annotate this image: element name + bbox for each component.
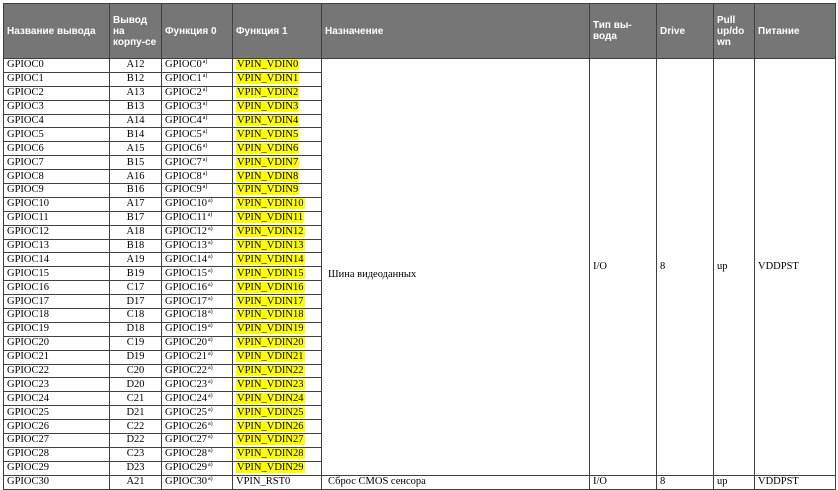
package-pin-cell: A17 [110, 197, 162, 211]
function-0-text: GPIOC25 [165, 406, 208, 418]
function-1-cell [233, 100, 322, 114]
package-pin-cell: B16 [110, 184, 162, 198]
pin-name-cell: GPIOC23 [4, 378, 110, 392]
function-0-text: GPIOC17 [165, 295, 208, 307]
package-pin-cell: A13 [110, 86, 162, 100]
purpose-cell: Шина видеоданных [322, 59, 590, 476]
function-0-text: GPIOC13 [165, 240, 208, 252]
package-pin-cell: D19 [110, 350, 162, 364]
pin-name-cell: GPIOC22 [4, 364, 110, 378]
function-0-text: GPIOC29 [165, 462, 208, 474]
header-pin-name: Название вывода [4, 4, 110, 59]
function-1-text: VPIN_VDIN0 [237, 59, 299, 71]
header-purpose: Назначение [322, 4, 590, 59]
function-0-text: GPIOC16 [165, 281, 208, 293]
function-1-text: VPIN_VDIN28 [237, 448, 304, 460]
function-1-cell [233, 364, 322, 378]
footnote-mark: a) [202, 156, 208, 163]
function-0-cell [162, 420, 233, 434]
function-0-text: GPIOC20 [165, 337, 208, 349]
pin-type-cell: I/O [590, 59, 657, 476]
package-pin-cell: D17 [110, 295, 162, 309]
pin-name-cell: GPIOC2 [4, 86, 110, 100]
function-0-text: GPIOC27 [165, 434, 208, 446]
function-0-text: GPIOC7 [165, 156, 202, 168]
footnote-mark: a) [208, 295, 213, 302]
function-0-text: GPIOC21 [165, 351, 208, 363]
function-1-text: VPIN_VDIN7 [237, 156, 299, 168]
function-1-text: VPIN_VDIN3 [237, 101, 299, 113]
footnote-mark: a) [202, 128, 208, 135]
function-0-text: GPIOC15 [165, 267, 208, 279]
function-1-text: VPIN_VDIN10 [237, 198, 304, 210]
function-1-text: VPIN_VDIN8 [237, 170, 299, 182]
function-0-text: GPIOC2 [165, 87, 202, 99]
footnote-mark: a) [208, 434, 213, 441]
footnote-mark: a) [207, 212, 213, 219]
footnote-mark: a) [202, 87, 208, 94]
function-0-text: GPIOC1 [165, 73, 202, 85]
function-0-cell [162, 184, 233, 198]
package-pin-cell: A12 [110, 59, 162, 73]
package-pin-cell: C23 [110, 447, 162, 461]
function-1-cell [233, 86, 322, 100]
footnote-mark: a) [202, 142, 208, 149]
pull-cell: up [714, 59, 755, 476]
package-pin-cell: C19 [110, 336, 162, 350]
package-pin-cell: B18 [110, 239, 162, 253]
footnote-mark: a) [208, 476, 213, 483]
function-1-text: VPIN_VDIN19 [237, 323, 304, 335]
function-1-cell [233, 128, 322, 142]
package-pin-cell: D20 [110, 378, 162, 392]
function-0-text: GPIOC5 [165, 128, 202, 140]
table-row [4, 475, 836, 489]
function-0-cell [162, 59, 233, 73]
function-0-cell [162, 406, 233, 420]
header-pull: Pull up/do wn [714, 4, 755, 59]
footnote-mark: a) [208, 309, 213, 316]
function-0-cell [162, 322, 233, 336]
table-row [4, 59, 836, 73]
function-1-text: VPIN_VDIN24 [237, 392, 304, 404]
function-1-text: VPIN_VDIN16 [237, 281, 304, 293]
pull-cell: up [714, 475, 755, 489]
function-0-cell [162, 86, 233, 100]
function-0-cell [162, 392, 233, 406]
pin-name-cell: GPIOC1 [4, 72, 110, 86]
footnote-mark: a) [208, 420, 213, 427]
function-1-cell [233, 59, 322, 73]
pin-name-cell: GPIOC30 [4, 475, 110, 489]
function-0-text: GPIOC12 [165, 226, 208, 238]
header-power: Питание [755, 4, 836, 59]
gpio-pin-table [3, 3, 836, 490]
footnote-mark: a) [208, 337, 213, 344]
function-0-text: GPIOC0 [165, 59, 202, 71]
pin-name-cell: GPIOC11 [4, 211, 110, 225]
function-1-cell [233, 156, 322, 170]
footnote-mark: a) [208, 253, 213, 260]
function-1-cell [233, 170, 322, 184]
function-1-text: VPIN_VDIN2 [237, 87, 299, 99]
function-0-text: GPIOC4 [165, 115, 202, 126]
footnote-mark: a) [208, 365, 213, 372]
function-0-cell [162, 364, 233, 378]
function-1-text: VPIN_VDIN18 [237, 309, 304, 321]
header-function-0: Функция 0 [162, 4, 233, 59]
footnote-mark: a) [208, 226, 213, 233]
function-1-cell [233, 281, 322, 295]
function-1-cell [233, 322, 322, 336]
function-0-text: GPIOC8 [165, 170, 202, 182]
function-0-cell [162, 434, 233, 448]
function-1-text: VPIN_VDIN22 [237, 365, 304, 377]
function-1-text: VPIN_VDIN23 [237, 378, 304, 390]
function-1-cell [233, 434, 322, 448]
function-1-cell [233, 461, 322, 475]
pin-name-cell: GPIOC9 [4, 184, 110, 198]
function-0-text: GPIOC3 [165, 101, 202, 113]
function-0-text: GPIOC28 [165, 448, 208, 460]
function-0-cell [162, 239, 233, 253]
function-1-cell [233, 295, 322, 309]
package-pin-cell: D23 [110, 461, 162, 475]
function-1-text: VPIN_VDIN11 [237, 212, 304, 224]
function-1-text: VPIN_VDIN14 [237, 253, 304, 265]
pin-name-cell: GPIOC24 [4, 392, 110, 406]
package-pin-cell: B14 [110, 128, 162, 142]
function-1-cell [233, 225, 322, 239]
function-0-text: GPIOC9 [165, 184, 202, 196]
package-pin-cell: D22 [110, 434, 162, 448]
header-pin-type: Тип вы-вода [590, 4, 657, 59]
function-1-cell [233, 420, 322, 434]
function-0-cell [162, 267, 233, 281]
package-pin-cell: A18 [110, 225, 162, 239]
pin-name-cell: GPIOC3 [4, 100, 110, 114]
function-0-cell [162, 197, 233, 211]
function-1-text: VPIN_VDIN4 [237, 115, 299, 126]
pin-name-cell: GPIOC27 [4, 434, 110, 448]
footnote-mark: a) [202, 73, 208, 80]
pin-name-cell: GPIOC10 [4, 197, 110, 211]
function-0-cell [162, 447, 233, 461]
package-pin-cell: C20 [110, 364, 162, 378]
header-drive: Drive [657, 4, 714, 59]
function-1-text: VPIN_VDIN20 [237, 337, 304, 349]
function-0-cell [162, 336, 233, 350]
function-1-cell [233, 211, 322, 225]
pin-name-cell: GPIOC20 [4, 336, 110, 350]
footnote-mark: a) [202, 59, 208, 66]
footnote-mark: a) [208, 198, 213, 205]
function-1-cell [233, 378, 322, 392]
pin-name-cell: GPIOC16 [4, 281, 110, 295]
function-1-cell [233, 406, 322, 420]
pin-name-cell: GPIOC14 [4, 253, 110, 267]
function-1-text: VPIN_VDIN9 [237, 184, 299, 196]
footnote-mark: a) [208, 323, 213, 330]
package-pin-cell: B15 [110, 156, 162, 170]
function-0-cell [162, 156, 233, 170]
function-0-text: GPIOC14 [165, 253, 208, 265]
function-1-text: VPIN_VDIN27 [237, 434, 304, 446]
power-cell: VDDPST [755, 59, 836, 476]
footnote-mark: a) [208, 378, 213, 385]
footnote-mark: a) [208, 267, 213, 274]
pin-name-cell: GPIOC28 [4, 447, 110, 461]
function-1-cell [233, 253, 322, 267]
function-1-text: VPIN_VDIN1 [237, 73, 299, 85]
package-pin-cell: B13 [110, 100, 162, 114]
table-body [4, 59, 836, 490]
function-1-cell [233, 114, 322, 128]
function-0-cell [162, 309, 233, 323]
package-pin-cell: C21 [110, 392, 162, 406]
pin-name-cell: GPIOC18 [4, 309, 110, 323]
drive-cell: 8 [657, 475, 714, 489]
function-1-cell [233, 72, 322, 86]
footnote-mark: a) [202, 170, 208, 177]
package-pin-cell: B17 [110, 211, 162, 225]
footnote-mark: a) [208, 448, 213, 455]
function-0-cell [162, 100, 233, 114]
power-cell: VDDPST [755, 475, 836, 489]
package-pin-cell: A14 [110, 114, 162, 128]
function-0-text: GPIOC30 [165, 476, 208, 488]
function-0-cell [162, 72, 233, 86]
function-0-text: GPIOC26 [165, 420, 208, 432]
function-1-text: VPIN_VDIN25 [237, 406, 304, 418]
package-pin-cell: B12 [110, 72, 162, 86]
pin-name-cell: GPIOC12 [4, 225, 110, 239]
package-pin-cell: B19 [110, 267, 162, 281]
function-0-cell [162, 170, 233, 184]
function-0-cell [162, 114, 233, 128]
function-0-cell [162, 281, 233, 295]
footnote-mark: a) [208, 240, 213, 247]
table-header-row [4, 4, 836, 59]
package-pin-cell: A16 [110, 170, 162, 184]
pin-name-cell: GPIOC7 [4, 156, 110, 170]
pin-name-cell: GPIOC25 [4, 406, 110, 420]
drive-cell: 8 [657, 59, 714, 476]
function-1-cell [233, 267, 322, 281]
function-1-cell [233, 239, 322, 253]
package-pin-cell: A19 [110, 253, 162, 267]
function-0-text: GPIOC18 [165, 309, 208, 321]
function-0-cell [162, 142, 233, 156]
footnote-mark: a) [208, 351, 213, 358]
function-0-text: GPIOC24 [165, 392, 208, 404]
pin-name-cell: GPIOC5 [4, 128, 110, 142]
pin-name-cell: GPIOC13 [4, 239, 110, 253]
pin-name-cell: GPIOC4 [4, 114, 110, 128]
function-0-cell [162, 295, 233, 309]
package-pin-cell: D18 [110, 322, 162, 336]
pin-name-cell: GPIOC8 [4, 170, 110, 184]
footnote-mark: a) [208, 406, 213, 413]
function-0-text: GPIOC10 [165, 198, 208, 210]
function-0-cell [162, 211, 233, 225]
pin-name-cell: GPIOC21 [4, 350, 110, 364]
function-0-text: GPIOC11 [165, 212, 207, 224]
function-1-text: VPIN_VDIN29 [237, 462, 304, 474]
package-pin-cell: A15 [110, 142, 162, 156]
footnote-mark: a) [208, 281, 213, 288]
function-1-cell [233, 309, 322, 323]
function-1-cell [233, 392, 322, 406]
pin-name-cell: GPIOC0 [4, 59, 110, 73]
package-pin-cell: C22 [110, 420, 162, 434]
function-1-cell [233, 350, 322, 364]
function-0-cell [162, 475, 233, 489]
pin-type-cell: I/O [590, 475, 657, 489]
function-1-text: VPIN_VDIN15 [237, 267, 304, 279]
pin-name-cell: GPIOC26 [4, 420, 110, 434]
package-pin-cell: A21 [110, 475, 162, 489]
package-pin-cell: D21 [110, 406, 162, 420]
footnote-mark: a) [202, 184, 208, 191]
function-1-text: VPIN_VDIN13 [237, 240, 304, 252]
package-pin-cell: C17 [110, 281, 162, 295]
pin-name-cell: GPIOC15 [4, 267, 110, 281]
function-1-text: VPIN_VDIN6 [237, 142, 299, 154]
function-0-cell [162, 253, 233, 267]
function-1-cell [233, 184, 322, 198]
header-function-1: Функция 1 [233, 4, 322, 59]
footnote-mark: a) [202, 115, 208, 121]
function-0-cell [162, 225, 233, 239]
function-1-cell [233, 336, 322, 350]
function-1-cell: VPIN_RST0 [233, 475, 322, 489]
function-1-text: VPIN_VDIN26 [237, 420, 304, 432]
function-0-cell [162, 350, 233, 364]
function-1-cell [233, 197, 322, 211]
function-1-cell [233, 447, 322, 461]
pin-name-cell: GPIOC17 [4, 295, 110, 309]
footnote-mark: a) [208, 462, 213, 469]
footnote-mark: a) [202, 101, 208, 108]
purpose-cell: Сброс CMOS сенсора [322, 475, 590, 489]
function-0-text: GPIOC6 [165, 142, 202, 154]
function-0-text: GPIOC23 [165, 378, 208, 390]
function-0-cell [162, 128, 233, 142]
pin-name-cell: GPIOC19 [4, 322, 110, 336]
header-package-pin: Вывод на корпу-се [110, 4, 162, 59]
function-1-text: VPIN_VDIN21 [237, 351, 304, 363]
function-0-cell [162, 378, 233, 392]
function-1-text: VPIN_VDIN5 [237, 128, 299, 140]
pin-name-cell: GPIOC6 [4, 142, 110, 156]
pin-name-cell: GPIOC29 [4, 461, 110, 475]
footnote-mark: a) [208, 392, 213, 399]
function-0-text: GPIOC19 [165, 323, 208, 335]
package-pin-cell: C18 [110, 309, 162, 323]
function-0-text: GPIOC22 [165, 365, 208, 377]
function-1-text: VPIN_VDIN17 [237, 295, 304, 307]
function-1-cell [233, 142, 322, 156]
function-0-cell [162, 461, 233, 475]
function-1-text: VPIN_VDIN12 [237, 226, 304, 238]
